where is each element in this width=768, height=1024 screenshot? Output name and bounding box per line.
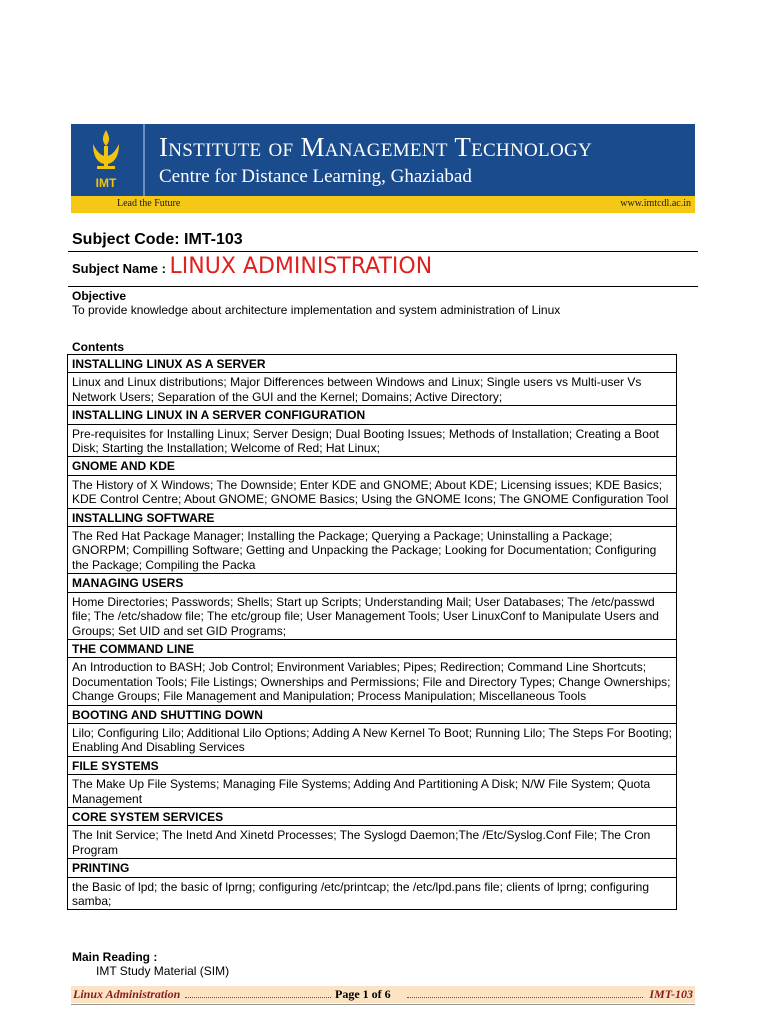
section-title: FILE SYSTEMS [68, 756, 677, 774]
tagline: Lead the Future [117, 198, 181, 209]
section-title: INSTALLING LINUX AS A SERVER [68, 355, 677, 373]
section-body: The Red Hat Package Manager; Installing the Package; Querying a Package; Uninstalling a Package; GNORPM; Compilling Software; Getting and Unpacking the Package; Looking for Documentation; Configuring the Package; Compiling the Packa [68, 527, 677, 574]
table-row [68, 705, 677, 723]
objective-label: Objective [72, 289, 127, 303]
banner-top [71, 124, 695, 196]
contents-label: Contents [72, 340, 124, 354]
banner-strip [71, 196, 695, 213]
section-body: Lilo; Configuring Lilo; Additional Lilo Options; Adding A New Kernel To Boot; Running Lilo; The Steps For Booting; Enabling And Disabling Services [68, 723, 677, 756]
table-row [68, 574, 677, 592]
objective-text: To provide knowledge about architecture implementation and system administration of Linux [72, 303, 561, 317]
subject-code: Subject Code: IMT-103 [72, 231, 243, 248]
table-row [68, 592, 677, 639]
main-reading-item: IMT Study Material (SIM) [96, 964, 230, 978]
subject-name [72, 254, 432, 279]
section-body: The Make Up File Systems; Managing File Systems; Adding And Partitioning A Disk; N/W File System; Quota Management [68, 775, 677, 808]
table-row [68, 355, 677, 373]
main-reading-label: Main Reading : [72, 950, 158, 964]
table-row [68, 877, 677, 910]
footer-dot-leader [185, 997, 331, 998]
table-row [68, 457, 677, 475]
table-row [68, 639, 677, 657]
section-title: THE COMMAND LINE [68, 639, 677, 657]
table-row [68, 527, 677, 574]
section-body: Home Directories; Passwords; Shells; Start up Scripts; Understanding Mail; User Databases; The /etc/passwd file; The /etc/shadow file; The etc/group file; User Management Tools; User LinuxConf to Manipulate Users and Groups; Set UID and set GID Programs; [68, 592, 677, 639]
page-number: Page 1 of 6 [335, 987, 391, 1001]
page-footer [71, 986, 695, 1003]
divider-rule [68, 251, 698, 252]
table-row [68, 424, 677, 457]
logo-text: IMT [95, 176, 117, 190]
section-title: INSTALLING LINUX IN A SERVER CONFIGURATION [68, 406, 677, 424]
footer-dot-leader [407, 997, 643, 998]
footer-title: Linux Administration [73, 987, 181, 1001]
section-title: GNOME AND KDE [68, 457, 677, 475]
section-body: An Introduction to BASH; Job Control; Environment Variables; Pipes; Redirection; Command Line Shortcuts; Documentation Tools; File Listings; Ownerships and Permissions; File and Directory Types; Change Ownerships; Change Groups; File Management and Manipulation; Process Manipulation; Miscellaneous Tools [68, 658, 677, 705]
section-title: CORE SYSTEM SERVICES [68, 807, 677, 825]
contents-table [67, 354, 677, 910]
table-row [68, 723, 677, 756]
footer-code: IMT-103 [649, 987, 693, 1001]
footer-rule [71, 1004, 695, 1005]
table-row [68, 756, 677, 774]
table-row [68, 406, 677, 424]
institute-name: Institute of Management Technology [159, 132, 593, 162]
section-body: Linux and Linux distributions; Major Differences between Windows and Linux; Single users vs Multi-user Vs Network Users; Separation of the GUI and the Kernel; Domains; Active Directory; [68, 373, 677, 406]
table-row [68, 475, 677, 508]
table-row [68, 658, 677, 705]
table-row [68, 807, 677, 825]
table-row [68, 775, 677, 808]
centre-name: Centre for Distance Learning, Ghaziabad [159, 166, 472, 187]
table-row [68, 373, 677, 406]
table-row [68, 826, 677, 859]
section-title: MANAGING USERS [68, 574, 677, 592]
lamp-logo-icon [85, 128, 127, 176]
section-title: PRINTING [68, 859, 677, 877]
subject-name-label: Subject Name : [72, 261, 170, 276]
website-url[interactable]: www.imtcdl.ac.in [620, 198, 691, 209]
section-body: The Init Service; The Inetd And Xinetd Processes; The Syslogd Daemon;The /Etc/Syslog.Conf File; The Cron Program [68, 826, 677, 859]
section-title: BOOTING AND SHUTTING DOWN [68, 705, 677, 723]
divider-rule [68, 286, 698, 287]
section-body: the Basic of lpd; the basic of lprng; configuring /etc/printcap; the /etc/lpd.pans file; clients of lprng; configuring samba; [68, 877, 677, 910]
section-body: Pre-requisites for Installing Linux; Server Design; Dual Booting Issues; Methods of Installation; Creating a Boot Disk; Starting the Installation; Welcome of Red; Hat Linux; [68, 424, 677, 457]
section-body: The History of X Windows; The Downside; Enter KDE and GNOME; About KDE; Licensing issues; KDE Basics; KDE Control Centre; About GNOME; GNOME Basics; Using the GNOME Icons; The GNOME Configuration Tool [68, 475, 677, 508]
subject-name-value: LINUX ADMINISTRATION [169, 254, 433, 279]
section-title: INSTALLING SOFTWARE [68, 508, 677, 526]
imt-logo [71, 124, 141, 196]
table-row [68, 508, 677, 526]
logo-divider [143, 124, 145, 196]
institute-banner [71, 124, 695, 213]
table-row [68, 859, 677, 877]
